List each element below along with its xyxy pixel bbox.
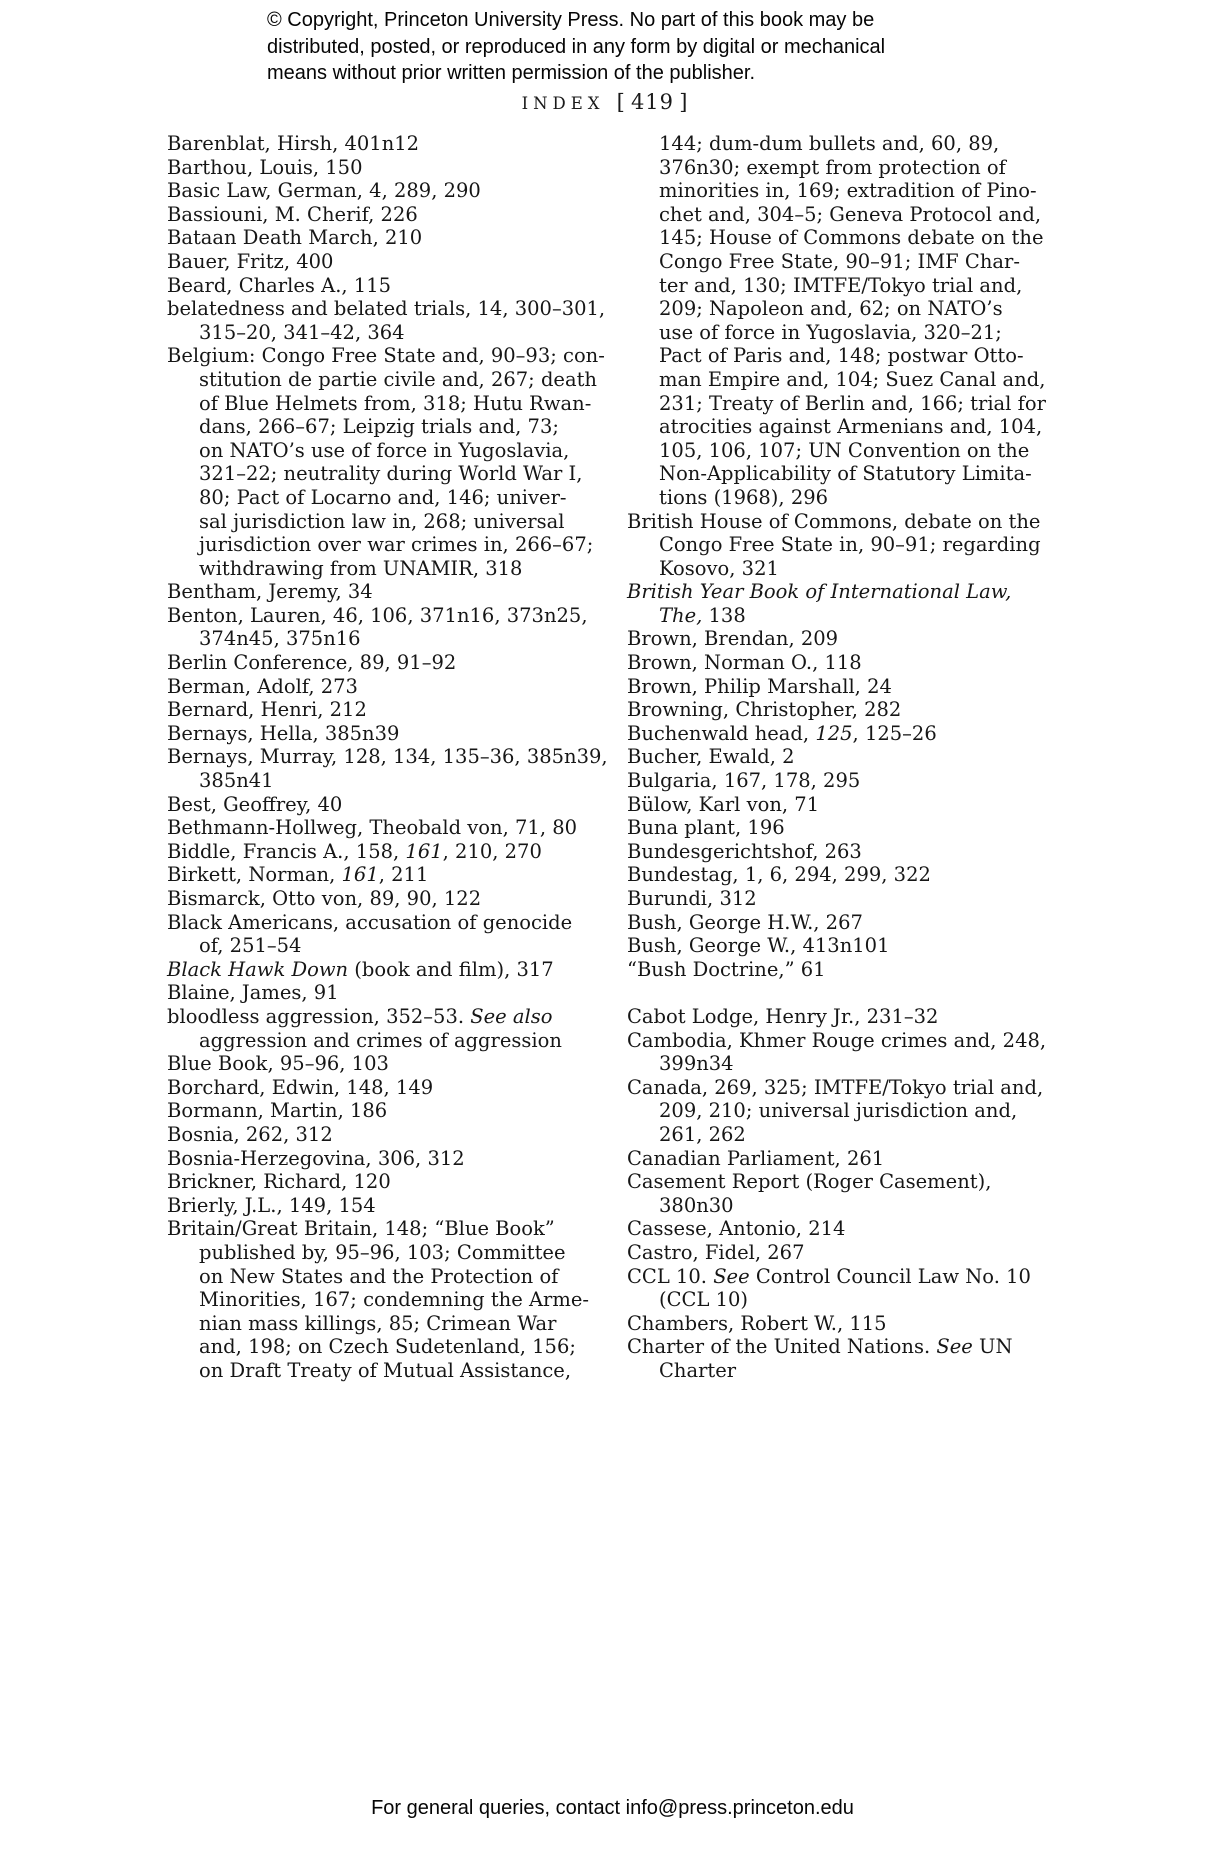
index-line: on Draft Treaty of Mutual Assistance, <box>199 1358 572 1382</box>
index-line: Charter <box>659 1358 737 1382</box>
index-heading <box>0 90 1210 114</box>
index-line: man Empire and, 104; Suez Canal and, <box>659 367 1046 391</box>
index-line: Blaine, James, 91 <box>167 981 339 1005</box>
index-line: Britain/Great Britain, 148; “Blue Book” <box>167 1217 555 1241</box>
index-line: chet and, 304–5; Geneva Protocol and, <box>659 202 1042 226</box>
index-line: Bush, George W., 413n101 <box>627 934 890 958</box>
index-line: Bundestag, 1, 6, 294, 299, 322 <box>627 863 931 887</box>
index-line: Black Hawk Down (book and film), 317 <box>167 957 554 981</box>
index-line: published by, 95–96, 103; Committee <box>199 1240 566 1264</box>
index-line: Berman, Adolf, 273 <box>167 674 358 698</box>
index-line: Bethmann-Hollweg, Theobald von, 71, 80 <box>167 816 578 840</box>
index-line: 399n34 <box>659 1052 734 1076</box>
index-line: Brown, Norman O., 118 <box>627 651 862 675</box>
index-line: British House of Commons, debate on the <box>627 509 1041 533</box>
index-line: Buna plant, 196 <box>627 816 785 840</box>
index-line: “Bush Doctrine,” 61 <box>627 957 826 981</box>
index-line: of, 251–54 <box>199 934 302 958</box>
index-line: Barenblat, Hirsh, 401n12 <box>167 132 420 155</box>
index-column-left <box>167 132 642 1382</box>
index-line: 105, 106, 107; UN Convention on the <box>659 438 1030 462</box>
index-line: British Year Book of International Law, <box>627 580 1012 604</box>
index-line: minorities in, 169; extradition of Pino- <box>659 179 1037 203</box>
index-line: Biddle, Francis A., 158, 161, 210, 270 <box>167 839 542 863</box>
index-line: ter and, 130; IMTFE/Tokyo trial and, <box>659 273 1023 297</box>
index-line: 376n30; exempt from protection of <box>659 155 1006 179</box>
index-line: The, 138 <box>659 603 746 627</box>
index-line: Canada, 269, 325; IMTFE/Tokyo trial and, <box>627 1075 1044 1099</box>
index-line: Bormann, Martin, 186 <box>167 1099 388 1123</box>
copyright-line: distributed, posted, or reproduced in any form by digital or mechanical <box>267 35 886 58</box>
index-line: Bosnia-Herzegovina, 306, 312 <box>167 1146 465 1170</box>
index-line: atrocities against Armenians and, 104, <box>659 415 1043 439</box>
index-line: tions (1968), 296 <box>659 485 829 509</box>
index-gap <box>627 981 1102 1005</box>
index-line: Black Americans, accusation of genocide <box>167 910 573 934</box>
index-line: nian mass killings, 85; Crimean War <box>199 1311 557 1335</box>
index-line: 209, 210; universal jurisdiction and, <box>659 1099 1018 1123</box>
index-line: Pact of Paris and, 148; postwar Otto- <box>659 344 1024 368</box>
copyright-line: means without prior written permission of the publisher. <box>267 62 756 84</box>
index-line: 385n41 <box>199 769 274 793</box>
index-line: Bush, George H.W., 267 <box>627 910 863 934</box>
index-line: Brierly, J.L., 149, 154 <box>167 1193 376 1217</box>
index-line: aggression and crimes of aggression <box>199 1028 562 1052</box>
index-line: CCL 10. See Control Council Law No. 10 <box>627 1264 1031 1288</box>
index-line: belatedness and belated trials, 14, 300–301, <box>167 297 606 321</box>
footer-contact: For general queries, contact info@press.princeton.edu <box>371 1797 854 1819</box>
index-line: Chambers, Robert W., 115 <box>627 1311 887 1335</box>
index-line: Bundesgerichtshof, 263 <box>627 839 862 863</box>
index-line: Minorities, 167; condemning the Arme- <box>199 1288 589 1312</box>
index-line: Beard, Charles A., 115 <box>167 273 392 297</box>
index-line: Bentham, Jeremy, 34 <box>167 580 373 604</box>
index-line: Borchard, Edwin, 148, 149 <box>167 1075 434 1099</box>
index-line: Charter of the United Nations. See UN <box>627 1335 1013 1359</box>
index-line: on NATO’s use of force in Yugoslavia, <box>199 438 570 462</box>
index-line: Brown, Philip Marshall, 24 <box>627 674 892 698</box>
index-line: Bataan Death March, 210 <box>167 226 423 250</box>
index-line: Benton, Lauren, 46, 106, 371n16, 373n25, <box>167 603 588 627</box>
index-line: 321–22; neutrality during World War I, <box>199 462 583 486</box>
index-line: Brown, Brendan, 209 <box>627 627 839 651</box>
index-line: Bernays, Murray, 128, 134, 135–36, 385n39, <box>167 745 608 769</box>
index-line: Belgium: Congo Free State and, 90–93; con- <box>167 344 605 368</box>
index-line: Canadian Parliament, 261 <box>627 1146 885 1170</box>
index-column-right <box>627 132 1102 1382</box>
index-line: Bulgaria, 167, 178, 295 <box>627 769 861 793</box>
index-line: Bassiouni, M. Cherif, 226 <box>167 202 418 226</box>
index-line: use of force in Yugoslavia, 320–21; <box>659 320 1002 344</box>
page-number: [ 419 ] <box>616 90 689 114</box>
index-line: Bucher, Ewald, 2 <box>627 745 795 769</box>
index-line: Bosnia, 262, 312 <box>167 1122 333 1146</box>
index-line: Bernard, Henri, 212 <box>167 698 367 722</box>
index-line: (CCL 10) <box>659 1288 749 1312</box>
index-line: Castro, Fidel, 267 <box>627 1240 805 1264</box>
index-line: Casement Report (Roger Casement), <box>627 1170 992 1194</box>
index-line: Berlin Conference, 89, 91–92 <box>167 651 457 675</box>
index-line: Basic Law, German, 4, 289, 290 <box>167 179 481 203</box>
index-line: dans, 266–67; Leipzig trials and, 73; <box>199 415 559 439</box>
index-line: Cambodia, Khmer Rouge crimes and, 248, <box>627 1028 1047 1052</box>
index-line: Congo Free State, 90–91; IMF Char- <box>659 249 1020 273</box>
index-line: Bernays, Hella, 385n39 <box>167 721 400 745</box>
index-line: Blue Book, 95–96, 103 <box>167 1052 389 1076</box>
index-line: 145; House of Commons debate on the <box>659 226 1044 250</box>
copyright-notice <box>267 7 885 87</box>
index-line: and, 198; on Czech Sudetenland, 156; <box>199 1335 576 1359</box>
index-line: Bauer, Fritz, 400 <box>167 249 334 273</box>
index-line: Cabot Lodge, Henry Jr., 231–32 <box>627 1004 939 1028</box>
index-line: Cassese, Antonio, 214 <box>627 1217 846 1241</box>
index-line: Burundi, 312 <box>627 887 757 910</box>
index-line: Barthou, Louis, 150 <box>167 155 363 179</box>
index-line: Birkett, Norman, 161, 211 <box>167 863 429 887</box>
index-line: 374n45, 375n16 <box>199 627 361 651</box>
copyright-line: © Copyright, Princeton University Press. No part of this book may be <box>267 9 875 31</box>
index-line: Non-Applicability of Statutory Limita- <box>659 462 1032 486</box>
index-line: of Blue Helmets from, 318; Hutu Rwan- <box>199 391 592 415</box>
index-line: 80; Pact of Locarno and, 146; univer- <box>199 485 567 509</box>
index-line: Bismarck, Otto von, 89, 90, 122 <box>167 887 482 910</box>
index-line: Browning, Christopher, 282 <box>627 698 902 722</box>
index-line: Bülow, Karl von, 71 <box>627 792 820 816</box>
index-line: on New States and the Protection of <box>199 1264 559 1288</box>
index-line: 315–20, 341–42, 364 <box>199 320 405 344</box>
index-line: Kosovo, 321 <box>659 556 779 580</box>
index-line: stitution de partie civile and, 267; death <box>199 367 597 391</box>
index-line: 144; dum-dum bullets and, 60, 89, <box>659 132 1000 155</box>
index-line: 261, 262 <box>659 1122 746 1146</box>
index-line: withdrawing from UNAMIR, 318 <box>199 556 523 580</box>
index-line: jurisdiction over war crimes in, 266–67; <box>199 533 594 557</box>
index-line: sal jurisdiction law in, 268; universal <box>199 509 565 533</box>
index-line: 209; Napoleon and, 62; on NATO’s <box>659 297 1003 321</box>
index-line: Buchenwald head, 125, 125–26 <box>627 721 937 745</box>
index-title: INDEX <box>521 94 605 113</box>
index-line: 231; Treaty of Berlin and, 166; trial for <box>659 391 1046 415</box>
index-line: Congo Free State in, 90–91; regarding <box>659 533 1041 557</box>
index-line: Best, Geoffrey, 40 <box>167 792 343 816</box>
index-line: 380n30 <box>659 1193 734 1217</box>
index-line: bloodless aggression, 352–53. See also <box>167 1004 553 1028</box>
index-line: Brickner, Richard, 120 <box>167 1170 391 1194</box>
